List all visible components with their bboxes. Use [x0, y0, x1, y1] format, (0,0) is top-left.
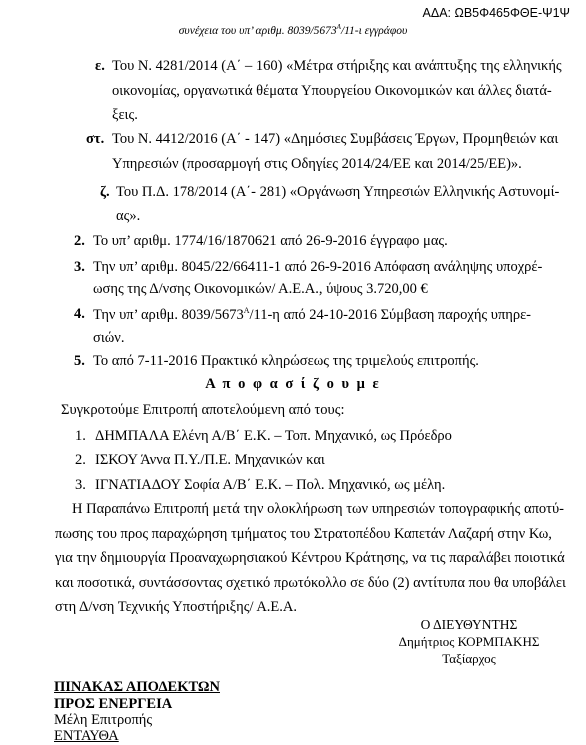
ref-e-line1: Του Ν. 4281/2014 (Α΄ – 160) «Μέτρα στήριξης και ανάπτυξης της ελληνικής — [112, 58, 562, 74]
ref-z-label: ζ. — [100, 184, 110, 200]
paragraph-line-1: Η Παραπάνω Επιτροπή μετά την ολοκλήρωση των υπηρεσιών τοπογραφικής αποτύ- — [72, 501, 565, 517]
member-3-text: ΙΓΝΑΤΙΑΔΟΥ Σοφία Α/Β΄ Ε.Κ. – Πολ. Μηχανικό, ως μέλη. — [95, 477, 446, 493]
item-4-line2: σιών. — [93, 330, 125, 346]
member-1-number: 1. — [75, 428, 86, 444]
ref-st-label: στ. — [86, 131, 105, 147]
ref-e-label: ε. — [95, 58, 105, 74]
signature-rank: Ταξίαρχος — [442, 651, 496, 666]
recipients-title: ΠΙΝΑΚΑΣ ΑΠΟΔΕΚΤΩΝ — [54, 679, 220, 695]
recipients-here-label: ΕΝΤΑΥΘΑ — [54, 728, 119, 744]
item-4-number: 4. — [74, 306, 85, 322]
member-2-text: ΙΣΚΟΥ Άννα Π.Υ./Π.Ε. Μηχανικών και — [95, 452, 325, 468]
paragraph-line-5: στη Δ/νση Τεχνικής Υποστήριξης/ Α.Ε.Α. — [55, 599, 298, 615]
continuation-note: συνέχεια του υπ’ αριθμ. $8039/5673^A/11-\iota$ εγγράφου — [178, 23, 408, 37]
committee-intro: Συγκροτούμε Επιτροπή αποτελούμενη από τους: — [61, 402, 345, 418]
ref-st-line1: Του Ν. 4412/2016 (Α΄ - 147) «Δημόσιες Συμβάσεις Έργων, Προμηθειών και — [112, 131, 559, 147]
paragraph-line-2: πωσης του προς παραχώρηση τμήματος του Στρατοπέδου Καπετάν Λαζαρή στην Κω, — [55, 526, 552, 542]
item-3-line2: ωσης της Δ/νσης Οικονομικών/ Α.Ε.Α., ύψους 3.720,00 € — [93, 281, 428, 297]
ref-z-line2: ας». — [116, 208, 141, 224]
item-2-text: Το υπ’ αριθμ. 1774/16/1870621 από 26-9-2016 έγγραφο μας. — [93, 233, 448, 249]
ada-code: ΑΔΑ: ΩΒ5Φ465ΦΘΕ-Ψ1Ψ — [422, 6, 570, 20]
item-5-text: Το από 7-11-2016 Πρακτικό κληρώσεως της τριμελούς επιτροπής. — [93, 353, 479, 369]
decision-heading: Α π ο φ α σ ί ζ ο υ μ ε — [205, 376, 381, 392]
ref-e-line3: ξεις. — [112, 107, 138, 123]
member-1-text: ΔΗΜΠΑΛΑ Ελένη Α/Β΄ Ε.Κ. – Τοπ. Μηχανικό, ως Πρόεδρο — [95, 428, 452, 444]
ref-st-line2: Υπηρεσιών (προσαρμογή στις Οδηγίες 2014/24/ΕΕ και 2014/25/ΕΕ)». — [112, 156, 522, 172]
item-3-line1: Την υπ’ αριθμ. 8045/22/66411-1 από 26-9-2016 Απόφαση ανάληψης υποχρέ- — [93, 259, 543, 275]
signature-title: Ο ΔΙΕΥΘΥΝΤΗΣ — [420, 617, 518, 632]
item-4-line1: Την υπ’ αριθμ. $8039/5673^A/11-\eta$ από 24-10-2016 Σύμβαση παροχής υπηρε- — [93, 306, 532, 323]
item-3-number: 3. — [74, 259, 85, 275]
member-3-number: 3. — [75, 477, 86, 493]
signature-name: Δημήτριος ΚΟΡΜΠΑΚΗΣ — [398, 634, 540, 649]
recipients-action-item: Μέλη Επιτροπής — [54, 712, 153, 728]
ref-e-line2: οικονομίας, οργανωτικά θέματα Υπουργείου Οικονομικών και άλλες διατά- — [112, 83, 552, 99]
item-5-number: 5. — [74, 353, 85, 369]
item-2-number: 2. — [74, 233, 85, 249]
ref-z-line1: Του Π.Δ. 178/2014 (Α΄- 281) «Οργάνωση Υπηρεσιών Ελληνικής Αστυνομί- — [116, 184, 560, 200]
recipients-action-label: ΠΡΟΣ ΕΝΕΡΓΕΙΑ — [54, 696, 173, 712]
paragraph-line-4: και ποσοτικά, συντάσσοντας σχετικό πρωτόκολλο σε δύο (2) αντίτυπα που θα υποβάλει — [55, 575, 566, 591]
member-2-number: 2. — [75, 452, 86, 468]
paragraph-line-3: για την δημιουργία Προαναχωρησιακού Κέντρου Κράτησης, να τις παραλάβει ποιοτικά — [55, 550, 565, 566]
